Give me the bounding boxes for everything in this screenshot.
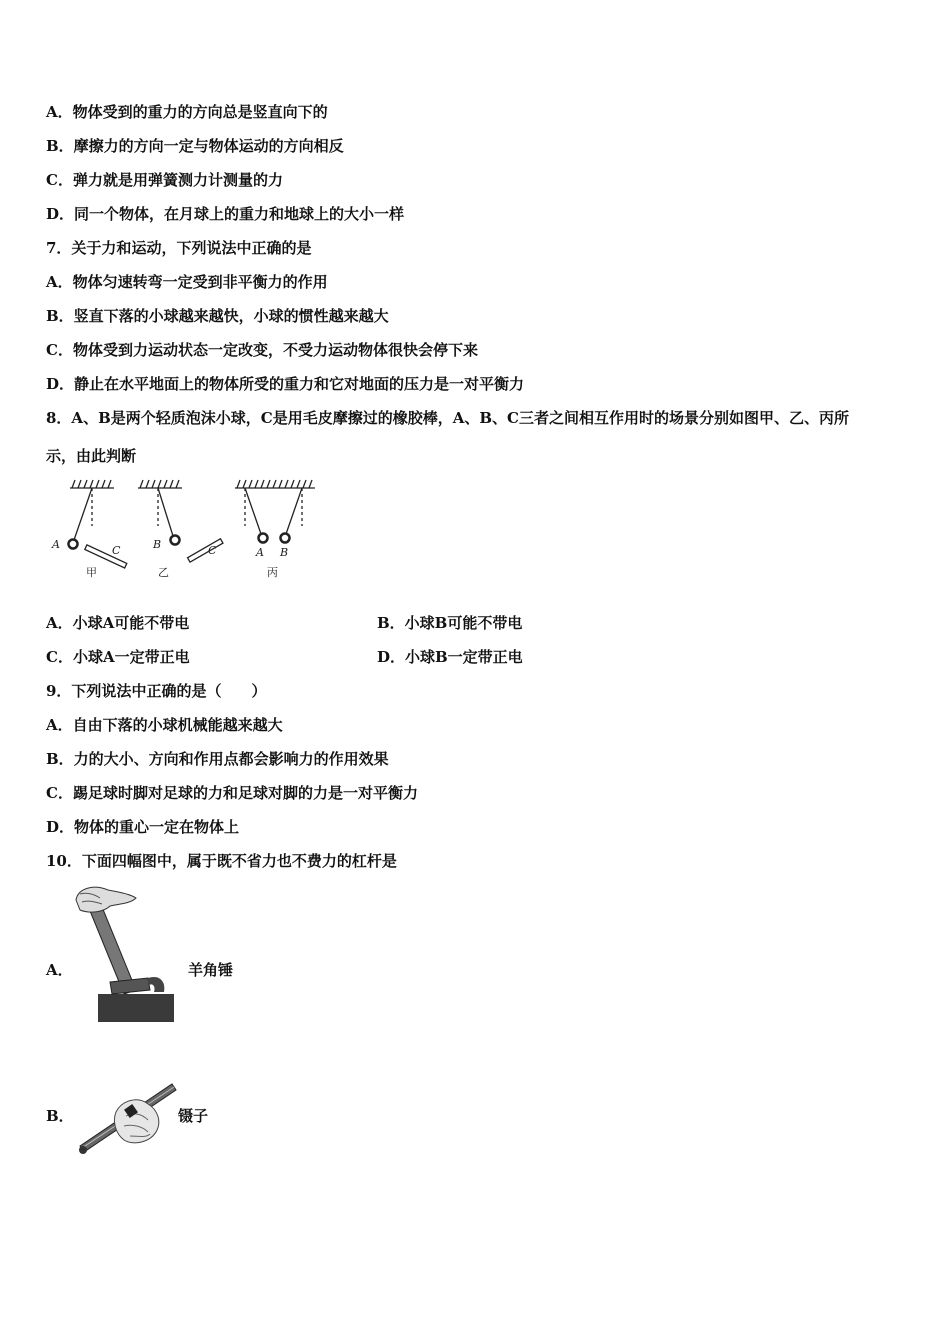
q10-option-b-label: 镊子: [178, 1107, 209, 1125]
q6-option-c: C．弹力就是用弹簧测力计测量的力: [46, 171, 283, 189]
q7-stem: 7．关于力和运动，下列说法中正确的是: [46, 239, 312, 257]
q7-option-b: B．竖直下落的小球越来越快，小球的惯性越来越大: [46, 307, 389, 325]
fig-label-c1: C: [112, 544, 121, 557]
fig-caption-jia: 甲: [86, 566, 97, 579]
q7-option-a: A．物体匀速转弯一定受到非平衡力的作用: [46, 273, 328, 291]
q10-option-a-letter: A．: [46, 961, 73, 979]
q8-stem-line2: 示，由此判断: [46, 447, 137, 465]
q8-option-c: C．小球A一定带正电: [46, 648, 190, 666]
q8-stem-line1: 8．A、B是两个轻质泡沫小球，C是用毛皮摩擦过的橡胶棒，A、B、C三者之间相互作用时的场景分别如图甲、乙、丙所: [46, 409, 849, 427]
q10-option-b-letter: B．: [46, 1107, 74, 1125]
q9-option-c: C．踢足球时脚对足球的力和足球对脚的力是一对平衡力: [46, 784, 418, 802]
q9-option-b: B．力的大小、方向和作用点都会影响力的作用效果: [46, 750, 389, 768]
q8-option-a: A．小球A可能不带电: [46, 614, 190, 632]
fig-caption-bing: 丙: [267, 566, 278, 579]
q9-stem: 9．下列说法中正确的是（ ）: [46, 682, 267, 700]
fig-label-b3: B: [280, 546, 289, 559]
fig-label-a1: A: [52, 538, 60, 551]
q8-option-b: B．小球B可能不带电: [377, 614, 523, 632]
tweezers-image: [76, 1076, 180, 1160]
fig-caption-yi: 乙: [158, 566, 169, 579]
q9-option-a: A．自由下落的小球机械能越来越大: [46, 716, 283, 734]
q6-option-d: D．同一个物体，在月球上的重力和地球上的大小一样: [46, 205, 405, 223]
claw-hammer-image: [70, 882, 180, 1028]
fig-label-c2: C: [208, 544, 217, 557]
q10-option-a-label: 羊角锤: [188, 961, 234, 979]
q6-option-a: A．物体受到的重力的方向总是竖直向下的: [46, 103, 328, 121]
q8-option-d: D．小球B一定带正电: [377, 648, 523, 666]
fig-label-a3: A: [256, 546, 264, 559]
q6-option-b: B．摩擦力的方向一定与物体运动的方向相反: [46, 137, 344, 155]
q10-stem: 10．下面四幅图中，属于既不省力也不费力的杠杆是: [46, 852, 397, 870]
q8-pendulum-figure: [40, 476, 330, 586]
q7-option-c: C．物体受到力运动状态一定改变，不受力运动物体很快会停下来: [46, 341, 478, 359]
q7-option-d: D．静止在水平地面上的物体所受的重力和它对地面的压力是一对平衡力: [46, 375, 525, 393]
fig-label-b2: B: [153, 538, 162, 551]
q9-option-d: D．物体的重心一定在物体上: [46, 818, 240, 836]
